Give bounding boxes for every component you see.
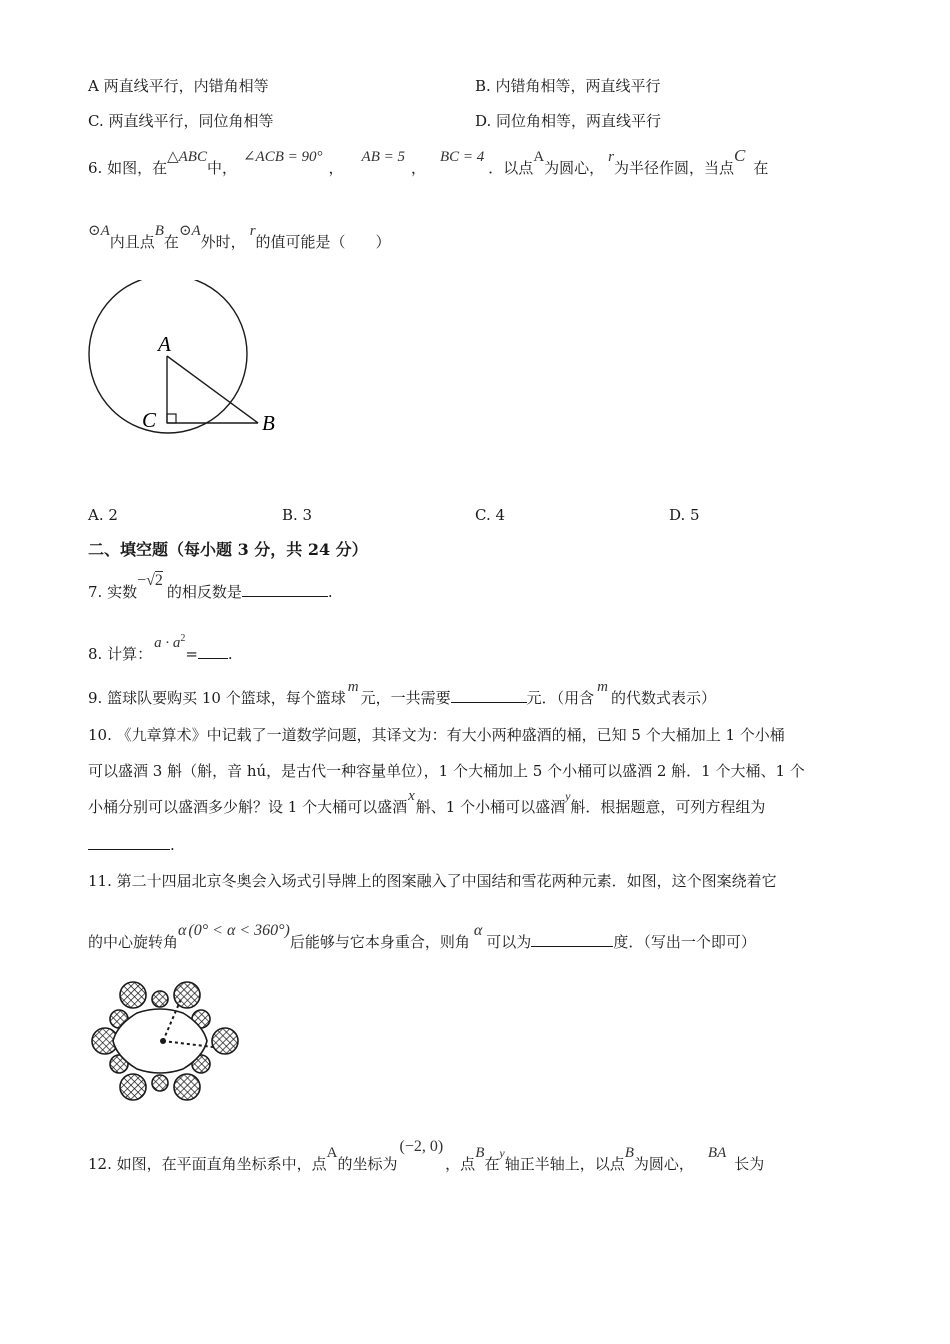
q11-line-1: 11. 第二十四届北京冬奥会入场式引导牌上的图案融入了中国结和雪花两种元素．如图，这个图案绕着它 bbox=[88, 872, 777, 890]
a-times-a-squared: $a \cdot a^2$ bbox=[154, 633, 186, 651]
q10-line-4: . bbox=[88, 835, 175, 855]
q5-option-b: B. 内错角相等，两直线平行 bbox=[475, 77, 661, 95]
alpha-range: (0° < α < 360°) bbox=[188, 922, 290, 939]
q6-option-b: B. 3 bbox=[282, 506, 313, 524]
q7-line: 7. 实数−√2的相反数是 . bbox=[88, 572, 333, 601]
q12-line: 12. 如图，在平面直角坐标系中，点A的坐标为(−2, 0)，点B在$^y$轴正半轴上，以点B为圆心，BA长为 bbox=[88, 1138, 765, 1173]
label-a: A bbox=[158, 332, 171, 356]
q9-answer-blank bbox=[451, 688, 527, 703]
q6-line-1: 6. 如图，在△ABC中，∠ACB = 90°，AB = 5，BC = 4．以点A为圆心，r为半径作圆，当点C在 bbox=[88, 146, 769, 177]
q6-figure bbox=[80, 280, 300, 440]
knot-snowflake-figure bbox=[85, 975, 245, 1107]
angle-acb: ∠ACB = 90° bbox=[242, 149, 323, 165]
q6-option-c: C. 4 bbox=[475, 506, 506, 524]
q5-option-d: D. 同位角相等，两直线平行 bbox=[475, 112, 662, 130]
triangle-abc: △ABC bbox=[167, 149, 207, 165]
segment-ab bbox=[167, 356, 258, 423]
section-2-title: 二、填空题（每小题 3 分，共 24 分） bbox=[88, 540, 368, 559]
q10-answer-blank bbox=[88, 835, 170, 850]
label-b: B bbox=[262, 411, 275, 435]
q9-line: 9. 篮球队要购买 10 个篮球，每个篮球m元，一共需要 元．（用含m的代数式表示） bbox=[88, 679, 716, 707]
neg-sqrt-2: −√2 bbox=[137, 572, 163, 589]
q8-line: 8. 计算：$a \cdot a^2=$ . bbox=[88, 633, 233, 663]
bc-eq: BC = 4 bbox=[440, 149, 485, 165]
q7-answer-blank bbox=[242, 582, 328, 597]
q11-answer-blank bbox=[531, 932, 613, 947]
q5-option-a: A 两直线平行，内错角相等 bbox=[88, 77, 269, 95]
q8-answer-blank bbox=[198, 644, 228, 659]
q6-option-d: D. 5 bbox=[669, 506, 700, 524]
q11-line-2: 的中心旋转角α (0° < α < 360°)后能够与它本身重合，则角α可以为 度．（写出一个即可） bbox=[88, 922, 756, 951]
circle-a: ⊙A bbox=[88, 223, 110, 239]
q10-line-2: 可以盛酒 3 斛（斛，音 hú，是古代一种容量单位），1 个大桶加上 5 个小桶可以盛酒 2 斛．1 个大桶、1 个 bbox=[88, 762, 805, 780]
q6-line-2: ⊙A内且点B在⊙A外时，r的值可能是（ ） bbox=[88, 223, 391, 251]
label-c: C bbox=[142, 408, 157, 432]
q10-line-3: 小桶分别可以盛酒多少斛？设 1 个大桶可以盛酒x斛、1 个小桶可以盛酒$^y$斛．根据题意，可列方程组为 bbox=[88, 788, 766, 816]
right-angle-mark bbox=[167, 414, 176, 423]
ab-eq: AB = 5 bbox=[361, 149, 405, 165]
coord-a: (−2, 0) bbox=[399, 1138, 444, 1155]
q6-option-a: A. 2 bbox=[88, 506, 118, 524]
q10-line-1: 10. 《九章算术》中记载了一道数学问题，其译文为：有大小两种盛酒的桶，已知 5 个大桶加上 1 个小桶 bbox=[88, 726, 785, 744]
q5-option-c: C. 两直线平行，同位角相等 bbox=[88, 112, 274, 130]
